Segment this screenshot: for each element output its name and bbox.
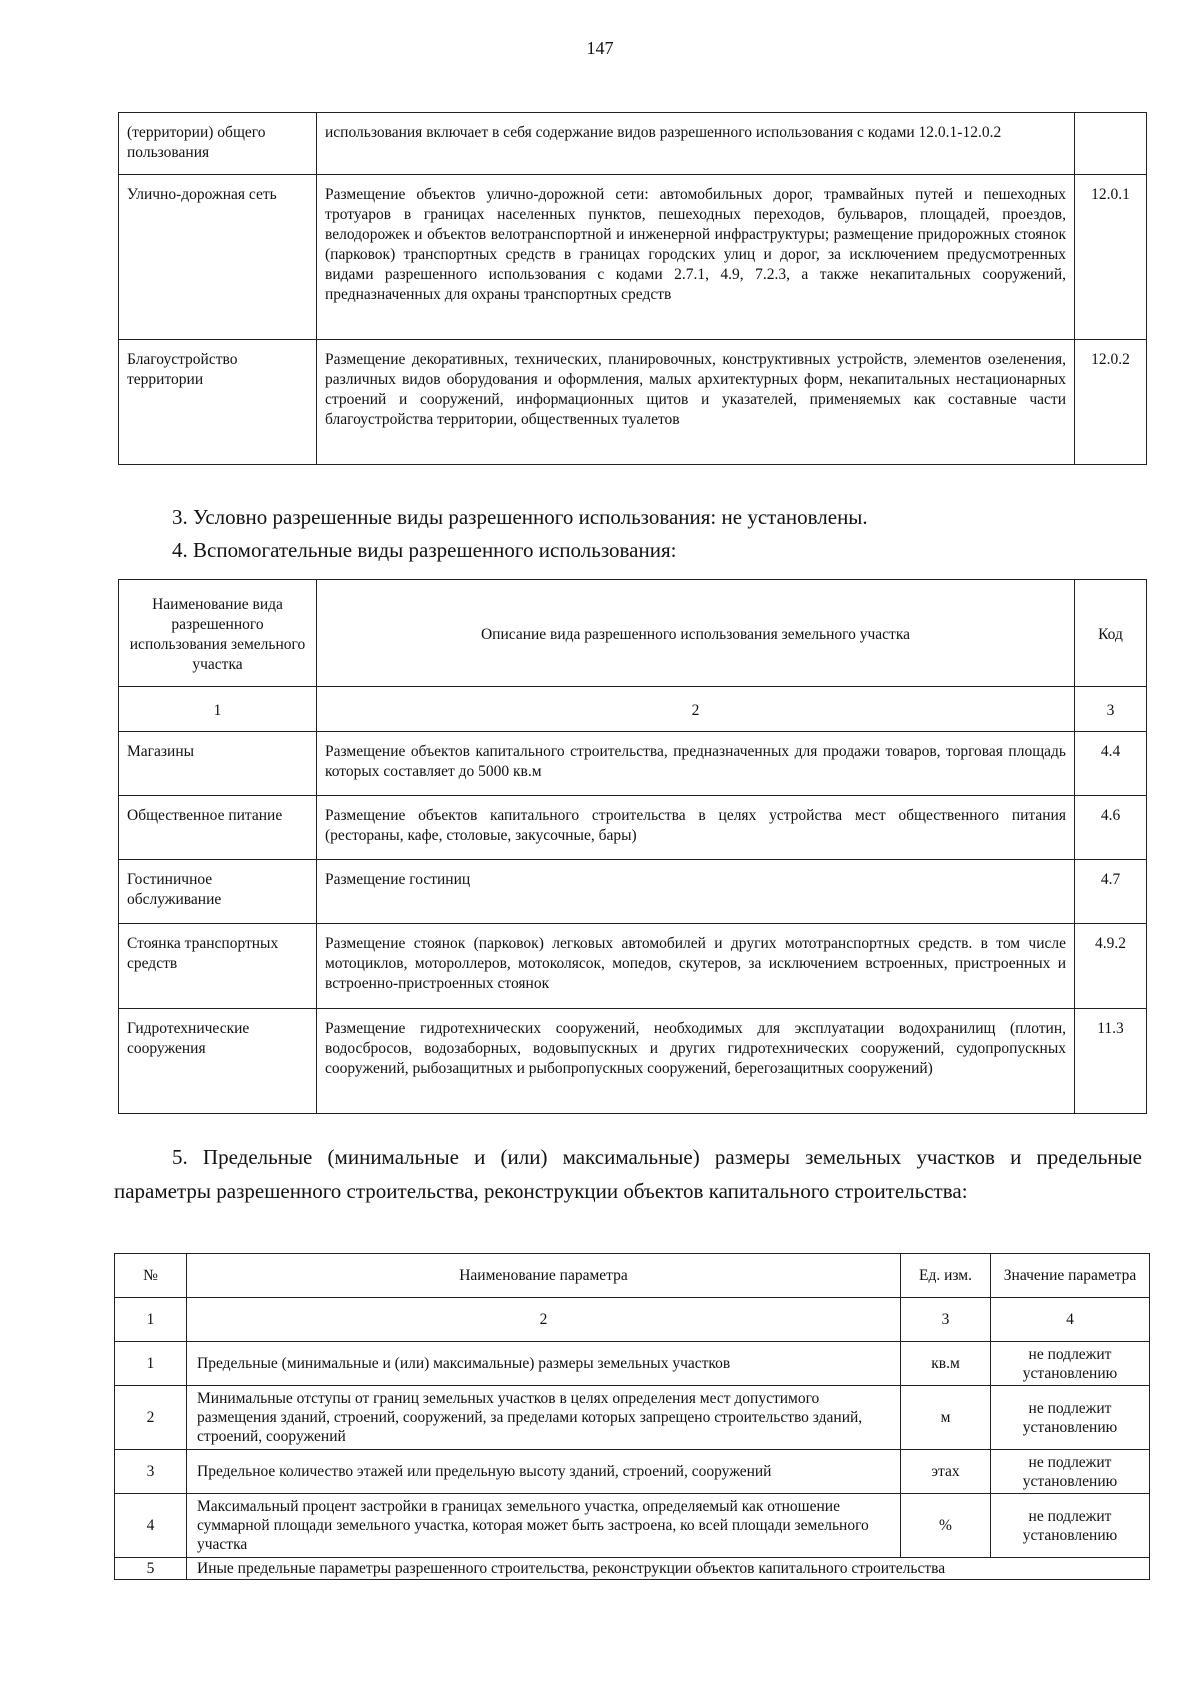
use-description: Размещение объектов капитального строительства, предназначенных для продажи товаров, торговая площадь которых составляет до 5000 кв.м <box>317 732 1075 796</box>
parameters-table <box>114 1253 1150 1580</box>
use-description: Размещение гидротехнических сооружений, необходимых для эксплуатации водохранилищ (плотин, водосбросов, водозаборных, водовыпускных и других гидротехнических сооружений, судопропускных сооружений, рыбозащитных и рыбопропускных сооружений, берегозащитных сооружений) <box>317 1009 1075 1114</box>
use-name: Гостиничное обслуживание <box>119 860 317 924</box>
use-code: 11.3 <box>1075 1009 1147 1114</box>
use-name: Стоянка транспортных средств <box>119 924 317 1009</box>
param-num: 1 <box>115 1342 187 1386</box>
table-row <box>119 796 1147 860</box>
use-name: Улично-дорожная сеть <box>119 175 317 340</box>
column-numbers-row <box>115 1298 1150 1342</box>
param-unit: кв.м <box>901 1342 991 1386</box>
auxiliary-uses-table <box>118 579 1147 1114</box>
page-number: 147 <box>586 38 614 58</box>
table-header-row <box>115 1254 1150 1298</box>
header-value: Значение параметра <box>991 1254 1150 1298</box>
section-3-heading: 3. Условно разрешенные виды разрешенного использования: не установлены. <box>172 505 868 529</box>
header-unit: Ед. изм. <box>901 1254 991 1298</box>
table-row <box>119 175 1147 340</box>
header-name: Наименование вида разрешенного использования земельного участка <box>119 580 317 687</box>
table-row <box>119 340 1147 465</box>
param-value: не подлежит установлению <box>991 1450 1150 1494</box>
column-number: 1 <box>115 1298 187 1342</box>
use-description: использования включает в себя содержание видов разрешенного использования с кодами 12.0.1-12.0.2 <box>317 113 1075 175</box>
use-name: Гидротехнические сооружения <box>119 1009 317 1114</box>
table-row <box>119 732 1147 796</box>
param-num: 3 <box>115 1450 187 1494</box>
use-name: Общественное питание <box>119 796 317 860</box>
column-number: 2 <box>187 1298 901 1342</box>
use-name: Магазины <box>119 732 317 796</box>
use-description: Размещение гостиниц <box>317 860 1075 924</box>
table-row <box>119 1009 1147 1114</box>
param-name: Максимальный процент застройки в границах земельного участка, определяемый как отношение суммарной площади земельного участка, которая может быть застроена, ко всей площади земельного участка <box>187 1494 901 1558</box>
table-row <box>115 1450 1150 1494</box>
table-row <box>115 1494 1150 1558</box>
param-num: 5 <box>115 1558 187 1580</box>
table-row <box>115 1558 1150 1580</box>
param-name: Иные предельные параметры разрешенного строительства, реконструкции объектов капитального строительства <box>187 1558 1150 1580</box>
use-description: Размещение объектов капитального строительства в целях устройства мест общественного питания (рестораны, кафе, столовые, закусочные, бары) <box>317 796 1075 860</box>
use-code: 4.7 <box>1075 860 1147 924</box>
param-num: 4 <box>115 1494 187 1558</box>
use-description: Размещение стоянок (парковок) легковых автомобилей и других мототранспортных средств. в том числе мотоциклов, мотороллеров, мотоколясок, мопедов, скутеров, за исключением встроенных, пристроенных и встроенно-пристроенных стоянок <box>317 924 1075 1009</box>
use-description: Размещение декоративных, технических, планировочных, конструктивных устройств, элементов озеленения, различных видов оборудования и оформления, малых архитектурных форм, некапитальных нестационарных строений и сооружений, информационных щитов и указателей, применяемых как составные части благоустройства территории, общественных туалетов <box>317 340 1075 465</box>
param-name: Минимальные отступы от границ земельных участков в целях определения мест допустимого размещения зданий, строений, сооружений, за пределами которых запрещено строительство зданий, строений, сооружений <box>187 1386 901 1450</box>
column-numbers-row <box>119 687 1147 732</box>
section-4-heading: 4. Вспомогательные виды разрешенного использования: <box>172 538 677 562</box>
param-value: не подлежит установлению <box>991 1494 1150 1558</box>
param-name: Предельные (минимальные и (или) максимальные) размеры земельных участков <box>187 1342 901 1386</box>
column-number: 3 <box>1075 687 1147 732</box>
use-code: 4.6 <box>1075 796 1147 860</box>
use-code: 4.4 <box>1075 732 1147 796</box>
table-row <box>119 113 1147 175</box>
main-uses-table-continuation <box>118 112 1147 465</box>
param-unit: % <box>901 1494 991 1558</box>
use-code: 12.0.2 <box>1075 340 1147 465</box>
header-num: № <box>115 1254 187 1298</box>
use-name: (территории) общего пользования <box>119 113 317 175</box>
column-number: 4 <box>991 1298 1150 1342</box>
column-number: 2 <box>317 687 1075 732</box>
header-code: Код <box>1075 580 1147 687</box>
param-name: Предельное количество этажей или предельную высоту зданий, строений, сооружений <box>187 1450 901 1494</box>
section-5-heading: 5. Предельные (минимальные и (или) максимальные) размеры земельных участков и предельные параметры разрешенного строительства, реконструкции объектов капитального строительства: <box>114 1145 1142 1203</box>
column-number: 1 <box>119 687 317 732</box>
param-unit: этах <box>901 1450 991 1494</box>
param-num: 2 <box>115 1386 187 1450</box>
use-description: Размещение объектов улично-дорожной сети: автомобильных дорог, трамвайных путей и пешеходных тротуаров в границах населенных пунктов, пешеходных переходов, бульваров, площадей, проездов, велодорожек и объектов велотранспортной и инженерной инфраструктуры; размещение придорожных стоянок (парковок) транспортных средств в границах городских улиц и дорог, за исключением предусмотренных видами разрешенного использования с кодами 2.7.1, 4.9, 7.2.3, а также некапитальных сооружений, предназначенных для охраны транспортных средств <box>317 175 1075 340</box>
table-row <box>119 860 1147 924</box>
table-header-row <box>119 580 1147 687</box>
use-code: 12.0.1 <box>1075 175 1147 340</box>
use-name: Благоустройство территории <box>119 340 317 465</box>
param-value: не подлежит установлению <box>991 1342 1150 1386</box>
column-number: 3 <box>901 1298 991 1342</box>
param-unit: м <box>901 1386 991 1450</box>
table-row <box>115 1342 1150 1386</box>
use-code <box>1075 113 1147 175</box>
param-value: не подлежит установлению <box>991 1386 1150 1450</box>
table-row <box>115 1386 1150 1450</box>
header-name: Наименование параметра <box>187 1254 901 1298</box>
table-row <box>119 924 1147 1009</box>
header-description: Описание вида разрешенного использования земельного участка <box>317 580 1075 687</box>
use-code: 4.9.2 <box>1075 924 1147 1009</box>
